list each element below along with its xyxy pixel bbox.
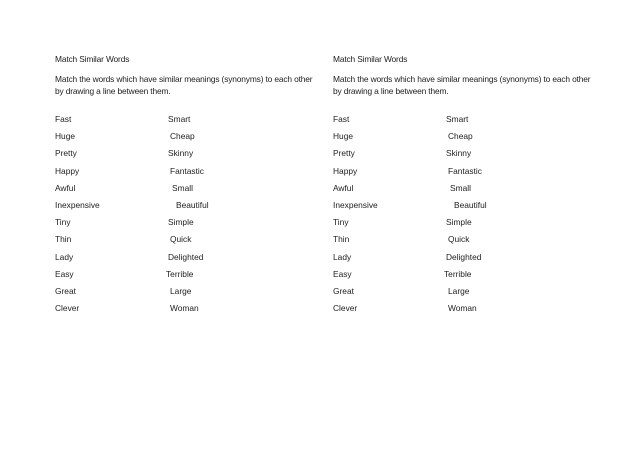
left-word: Thin — [55, 234, 72, 245]
left-word: Inexpensive — [55, 199, 100, 210]
right-word: Simple — [168, 217, 194, 228]
left-word: Great — [333, 285, 354, 296]
word-pair-row — [333, 252, 613, 269]
right-word: Terrible — [444, 268, 472, 279]
word-pair-row — [55, 286, 335, 303]
word-pair-row — [55, 131, 335, 148]
left-word: Clever — [333, 303, 358, 314]
right-word: Beautiful — [454, 199, 487, 210]
word-pair-row — [333, 183, 613, 200]
left-word: Fast — [55, 114, 72, 124]
right-word: Skinny — [168, 148, 194, 159]
word-pair-row — [55, 303, 335, 320]
word-pair-row — [55, 166, 335, 183]
right-word: Cheap — [170, 131, 195, 142]
word-list — [333, 114, 613, 320]
word-pair-row — [55, 234, 335, 251]
left-word: Lady — [333, 251, 352, 262]
word-pair-row — [333, 303, 613, 320]
word-pair-row — [55, 252, 335, 269]
word-pair-row — [333, 148, 613, 165]
word-pair-row — [55, 200, 335, 217]
worksheet-left — [55, 0, 335, 452]
worksheet-instructions: Match the words which have similar meanings (synonyms) to each other by drawing a line between them. — [333, 74, 591, 96]
word-pair-row — [333, 269, 613, 286]
left-word: Fast — [333, 114, 350, 124]
worksheet-instructions: Match the words which have similar meanings (synonyms) to each other by drawing a line between them. — [55, 74, 313, 96]
right-word: Fantastic — [170, 165, 204, 176]
right-word: Skinny — [446, 148, 472, 159]
left-word: Tiny — [55, 217, 71, 228]
word-pair-row — [333, 286, 613, 303]
word-pair-row — [55, 148, 335, 165]
word-pair-row — [333, 217, 613, 234]
word-pair-row — [333, 200, 613, 217]
left-word: Awful — [55, 182, 76, 193]
left-word: Huge — [55, 131, 76, 142]
right-word: Quick — [448, 234, 470, 245]
right-word: Cheap — [448, 131, 473, 142]
word-pair-row — [333, 114, 613, 131]
right-word: Smart — [446, 114, 469, 124]
left-word: Happy — [55, 165, 80, 176]
word-pair-row — [55, 114, 335, 131]
right-word: Delighted — [446, 251, 482, 262]
right-word: Woman — [448, 303, 477, 314]
word-pair-row — [333, 131, 613, 148]
worksheet-right — [333, 0, 613, 452]
word-list — [55, 114, 335, 320]
left-word: Pretty — [333, 148, 355, 159]
right-word: Woman — [170, 303, 199, 314]
right-word: Quick — [170, 234, 192, 245]
left-word: Lady — [55, 251, 74, 262]
left-word: Huge — [333, 131, 354, 142]
right-word: Large — [448, 285, 470, 296]
left-word: Thin — [333, 234, 350, 245]
right-word: Terrible — [166, 268, 194, 279]
worksheet-title: Match Similar Words — [55, 54, 130, 64]
word-pair-row — [55, 183, 335, 200]
right-word: Large — [170, 285, 192, 296]
left-word: Easy — [333, 268, 352, 279]
left-word: Inexpensive — [333, 199, 378, 210]
left-word: Easy — [55, 268, 74, 279]
right-word: Smart — [168, 114, 191, 124]
right-word: Small — [450, 182, 471, 193]
left-word: Clever — [55, 303, 80, 314]
right-word: Small — [172, 182, 193, 193]
right-word: Fantastic — [448, 165, 482, 176]
right-word: Beautiful — [176, 199, 209, 210]
left-word: Great — [55, 285, 76, 296]
worksheet-title: Match Similar Words — [333, 54, 408, 64]
left-word: Awful — [333, 182, 354, 193]
left-word: Happy — [333, 165, 358, 176]
right-word: Simple — [446, 217, 472, 228]
left-word: Tiny — [333, 217, 349, 228]
right-word: Delighted — [168, 251, 204, 262]
word-pair-row — [333, 166, 613, 183]
word-pair-row — [333, 234, 613, 251]
word-pair-row — [55, 217, 335, 234]
left-word: Pretty — [55, 148, 77, 159]
word-pair-row — [55, 269, 335, 286]
